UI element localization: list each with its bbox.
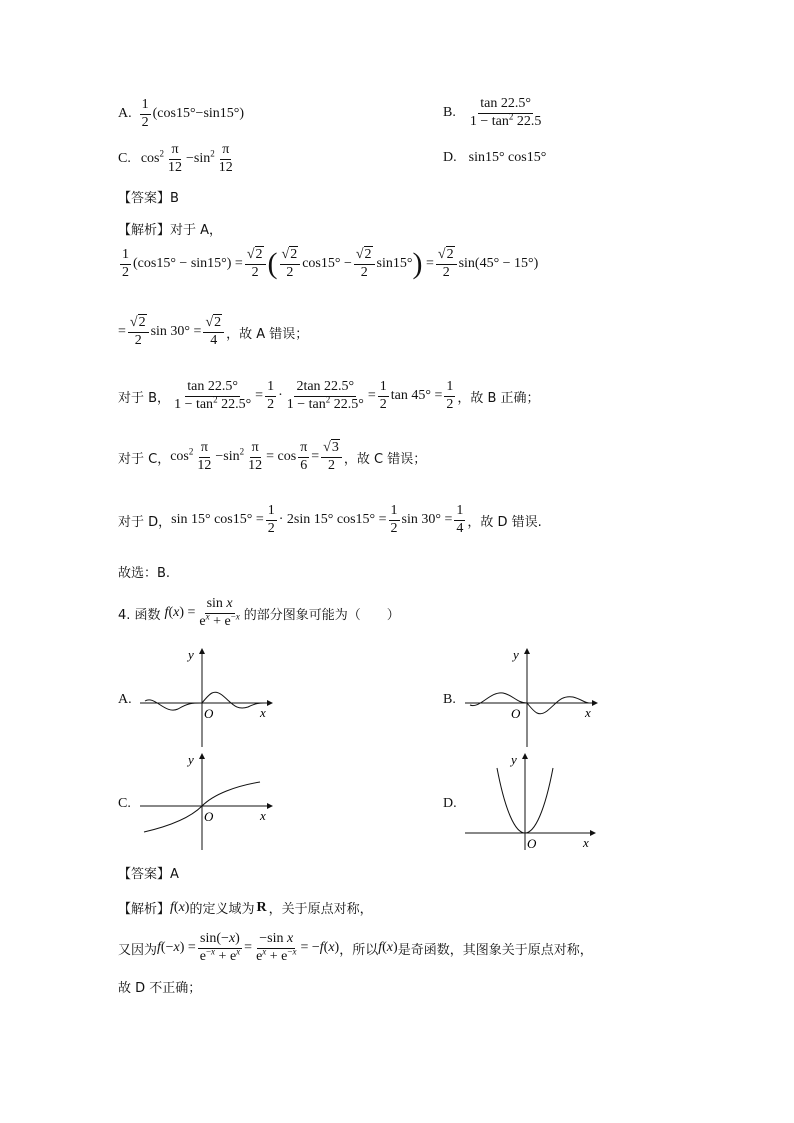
derivation-a-line2: = $\frac{√2}{2}$ sin 30° = $\frac{√2}{4}$ ，故 A 错误； <box>118 315 309 348</box>
q3-analysis-head: 【解析】对于 A， <box>118 223 223 238</box>
q4-suffix: 的部分图象可能为（ ） <box>243 607 400 623</box>
odd-prefix: 又因为 <box>118 942 158 958</box>
derivation-b: 对于 B， $\frac{\tan 22.5^\circ}{1 - \tan^2 22.5^\circ}$ = $\frac{1}{2}$ · $\frac{2\tan 22.5^\circ}{1 - \tan^2 22.5^\circ}$ = $\frac{1}{2}$ tan 45° = $\frac{1}{2}$ ，故 B 正确； <box>118 379 540 412</box>
axis-y-label: y <box>511 752 517 767</box>
option-d <box>443 150 546 166</box>
derivation-c: 对于 C， $\cos^2$ $\frac{\pi}{12}$ $-\sin^2$ $\frac{\pi}{12}$ = cos $\frac{\pi}{6}$ = $\frac{√3}{2}$ ，故 C 错误； <box>118 440 427 473</box>
axis-x-label: x <box>260 705 266 720</box>
option-b <box>443 97 545 129</box>
origin-label: O <box>204 809 214 824</box>
axis-y-label: y <box>513 647 519 662</box>
c-conclusion: ，故 C 错误； <box>343 451 427 467</box>
option-c-label: C. <box>118 151 131 167</box>
q4-analysis-head: 【解析】 <box>118 902 171 917</box>
axis-x-label: x <box>585 705 591 720</box>
axis-y-label: y <box>188 647 194 662</box>
option-b-expr: $\frac{\tan 22.5^\circ}{1 - \tan^2 22.5}$ <box>469 96 542 129</box>
q4-analysis-line1: 【解析】 f(x) 的定义域为 R ，关于原点对称， <box>118 899 373 917</box>
option-a-label: A. <box>118 106 132 122</box>
option-c: C. $\cos^2$ $\frac{\pi}{12}$ $-\sin^2$ $\frac{\pi}{12}$ <box>118 142 233 175</box>
derivation-a-line1: $\frac{1}{2}$ (cos15° − sin15°) = $\frac{√2}{2}$ ( $\frac{√2}{2}$ cos15° − $\frac{√2}{2}$ sin15° ) = $\frac{√2}{2}$ sin(45° − 15°) <box>122 247 539 281</box>
derivation-d: 对于 D， sin 15° cos15° = $\frac{1}{2}$ · 2sin 15° cos15° = $\frac{1}{2}$ sin 30° = $\frac{1}{4}$ ，故 D 错误. <box>118 503 542 536</box>
graph-b <box>465 645 605 750</box>
fraction: $\frac{1}{2}$ <box>141 97 149 130</box>
axis-y-label: y <box>188 752 194 767</box>
b-prefix: 对于 B， <box>118 390 171 406</box>
option-d-expr: sin15° cos15° <box>468 150 547 165</box>
axis-x-label: x <box>260 808 266 823</box>
d-conclusion: ，故 D 错误. <box>467 514 542 530</box>
axis-x-label: x <box>583 835 589 850</box>
option-a-expr: (cos15°−sin15°) <box>152 106 245 122</box>
q4-stem: 4. 函数 f(x) = $\frac{\text{sin x}}{e^x + e^{-x}}$ 的部分图象可能为（ ） <box>118 596 400 629</box>
domain-text: 的定义域为 <box>189 902 255 917</box>
domain-tail: ，关于原点对称， <box>268 902 373 917</box>
origin-label: O <box>511 706 521 721</box>
q3-answer: 【答案】B <box>118 191 179 206</box>
option-d-label: D. <box>443 150 457 165</box>
graph-a <box>140 645 280 750</box>
q4-answer: 【答案】A <box>118 867 179 882</box>
odd-tail: 是奇函数，其图象关于原点对称， <box>397 942 593 958</box>
q3-final: 故选：B. <box>118 566 171 581</box>
graph-c-label: C. <box>118 796 131 811</box>
q4-analysis-line2: 又因为 f(−x) = $\frac{\sin(-x)}{e^{-x} + e^x}$ = $\frac{\text{−sin x}}{e^x + e^{-x}}$ = −f(x) ，所以 f(x) 是奇函数，其图象关于原点对称， <box>118 931 593 964</box>
option-a <box>118 98 244 130</box>
graph-d-label: D. <box>443 796 457 811</box>
option-b-label: B. <box>443 105 456 121</box>
origin-label: O <box>527 836 537 851</box>
origin-label: O <box>204 706 214 721</box>
graph-d <box>465 750 600 855</box>
graph-b-label: B. <box>443 692 456 707</box>
graph-a-label: A. <box>118 692 132 707</box>
b-conclusion: ，故 B 正确； <box>457 390 540 406</box>
c-prefix: 对于 C， <box>118 451 171 467</box>
graph-c <box>140 750 280 855</box>
q4-number: 4. 函数 <box>118 607 161 623</box>
q4-d-wrong: 故 D 不正确； <box>118 981 202 996</box>
domain-r: R <box>256 899 267 915</box>
odd-mid: ，所以 <box>339 942 379 958</box>
d-prefix: 对于 D， <box>118 514 172 530</box>
a-conclusion: ，故 A 错误； <box>226 326 309 342</box>
